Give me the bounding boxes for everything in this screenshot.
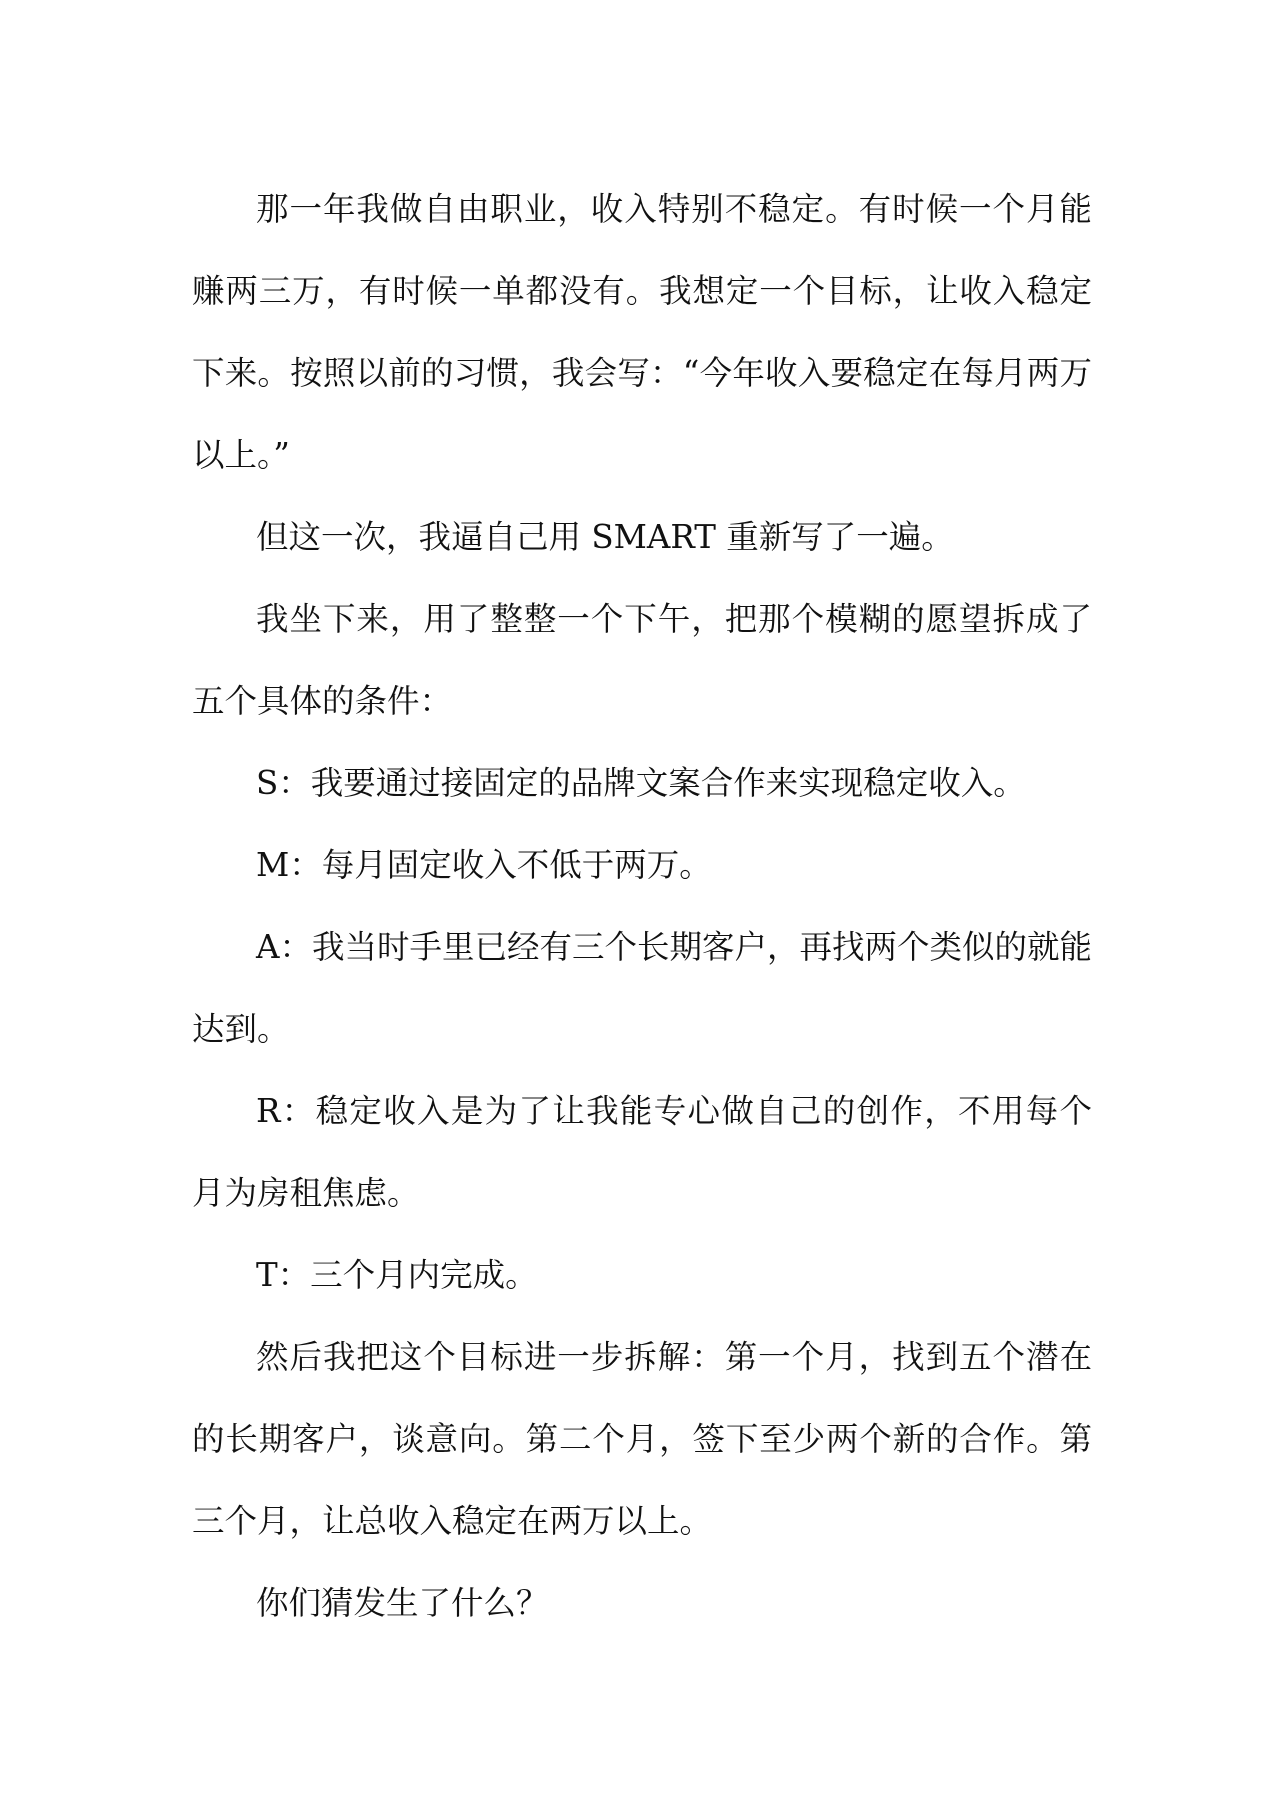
paragraph: 但这一次，我逼自己用 SMART 重新写了一遍。 — [256, 518, 954, 556]
paragraph: R：稳定收入是为了让我能专心做自己的创作，不用每个月为房租焦虑。 — [192, 1092, 1092, 1212]
paragraph: 那一年我做自由职业，收入特别不稳定。有时候一个月能赚两三万，有时候一单都没有。我想定一个目标，让收入稳定下来。按照以前的习惯，我会写：“今年收入要稳定在每月两万以上。” — [192, 190, 1092, 474]
paragraph: M：每月固定收入不低于两万。 — [256, 846, 712, 884]
paragraph: 然后我把这个目标进一步拆解：第一个月，找到五个潜在的长期客户，谈意向。第二个月，签下至少两个新的合作。第三个月，让总收入稳定在两万以上。 — [192, 1338, 1092, 1540]
paragraph: A：我当时手里已经有三个长期客户，再找两个类似的就能达到。 — [192, 928, 1092, 1048]
body-text — [192, 168, 1092, 1644]
paragraph: 你们猜发生了什么？ — [256, 1584, 549, 1622]
paragraph: T：三个月内完成。 — [256, 1256, 538, 1294]
paragraph: S：我要通过接固定的品牌文案合作来实现稳定收入。 — [256, 764, 1026, 802]
paragraph: 我坐下来，用了整整一个下午，把那个模糊的愿望拆成了五个具体的条件： — [192, 600, 1092, 720]
